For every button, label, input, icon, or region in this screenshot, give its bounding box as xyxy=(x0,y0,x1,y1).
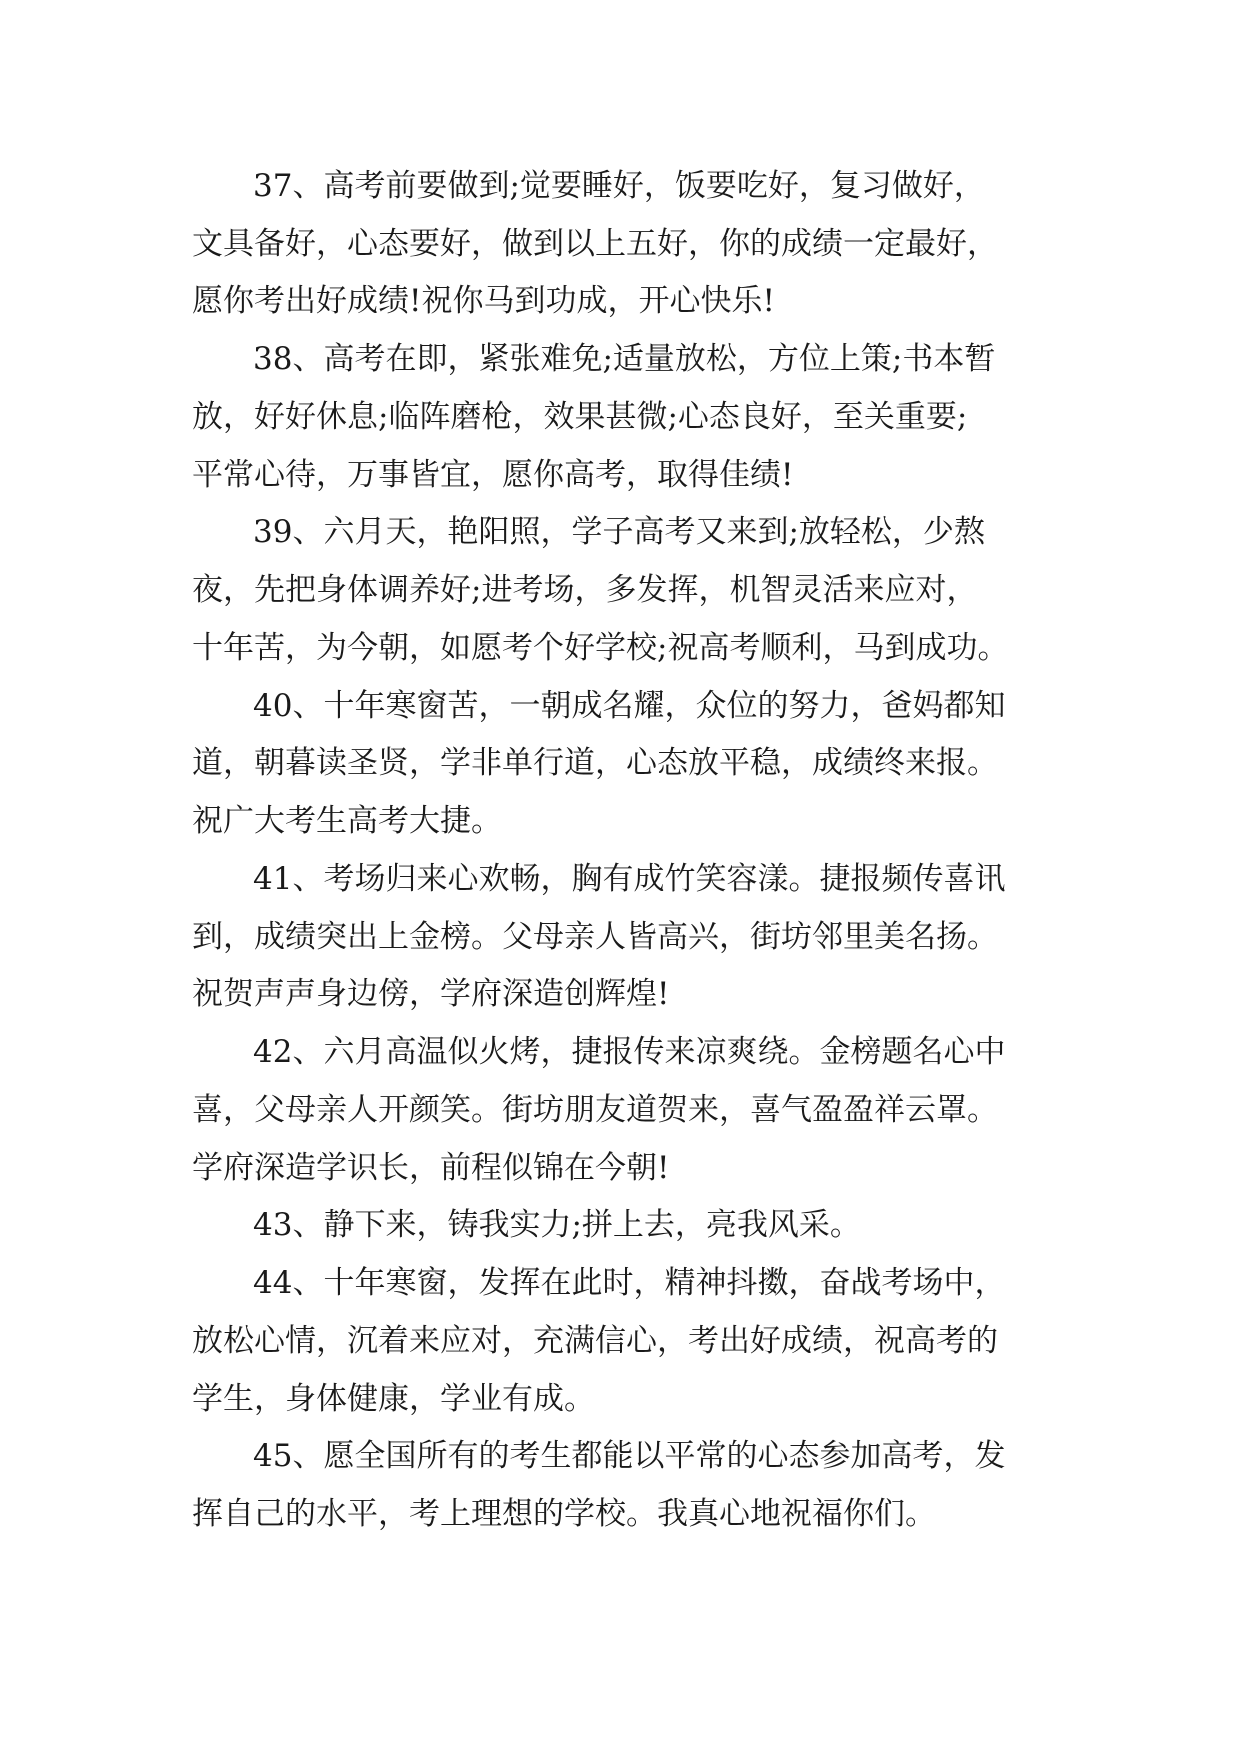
paragraph-40-line-3: 祝广大考生高考大捷。 xyxy=(192,803,502,839)
paragraph-41-line-3: 祝贺声声身边傍，学府深造创辉煌! xyxy=(192,976,670,1012)
paragraph-45-line-1: 45、愿全国所有的考生都能以平常的心态参加高考，发 xyxy=(253,1438,1006,1474)
paragraph-42-line-1: 42、六月高温似火烤，捷报传来凉爽绕。金榜题名心中 xyxy=(253,1034,1006,1070)
paragraph-38-line-1: 38、高考在即，紧张难免;适量放松，方位上策;书本暂 xyxy=(253,341,996,377)
paragraph-44-line-3: 学生，身体健康，学业有成。 xyxy=(192,1381,595,1417)
paragraph-45-line-2: 挥自己的水平，考上理想的学校。我真心地祝福你们。 xyxy=(192,1496,936,1532)
paragraph-39-line-3: 十年苦，为今朝，如愿考个好学校;祝高考顺利，马到成功。 xyxy=(192,630,1009,666)
paragraph-38-line-2: 放，好好休息;临阵磨枪，效果甚微;心态良好，至关重要; xyxy=(192,399,968,435)
paragraph-42-line-3: 学府深造学识长，前程似锦在今朝! xyxy=(192,1150,670,1186)
paragraph-37-line-3: 愿你考出好成绩!祝你马到功成，开心快乐! xyxy=(192,283,775,319)
paragraph-39-line-1: 39、六月天，艳阳照，学子高考又来到;放轻松，少熬 xyxy=(253,514,985,550)
paragraph-41-line-2: 到，成绩突出上金榜。父母亲人皆高兴，街坊邻里美名扬。 xyxy=(192,919,998,955)
paragraph-37-line-1: 37、高考前要做到;觉要睡好，饭要吃好，复习做好， xyxy=(253,168,985,204)
paragraph-43-line-1: 43、静下来，铸我实力;拼上去，亮我风采。 xyxy=(253,1207,861,1243)
paragraph-44-line-2: 放松心情，沉着来应对，充满信心，考出好成绩，祝高考的 xyxy=(192,1323,998,1359)
paragraph-41-line-1: 41、考场归来心欢畅，胸有成竹笑容漾。捷报频传喜讯 xyxy=(253,861,1006,897)
paragraph-44-line-1: 44、十年寒窗，发挥在此时，精神抖擞，奋战考场中， xyxy=(253,1265,1006,1301)
paragraph-39-line-2: 夜，先把身体调养好;进考场，多发挥，机智灵活来应对， xyxy=(192,572,978,608)
paragraph-40-line-1: 40、十年寒窗苦，一朝成名耀，众位的努力，爸妈都知 xyxy=(253,688,1006,724)
paragraph-38-line-3: 平常心待，万事皆宜，愿你高考，取得佳绩! xyxy=(192,457,794,493)
paragraph-40-line-2: 道，朝暮读圣贤，学非单行道，心态放平稳，成绩终来报。 xyxy=(192,745,998,781)
paragraph-42-line-2: 喜，父母亲人开颜笑。街坊朋友道贺来，喜气盈盈祥云罩。 xyxy=(192,1092,998,1128)
paragraph-37-line-2: 文具备好，心态要好，做到以上五好，你的成绩一定最好， xyxy=(192,226,998,262)
